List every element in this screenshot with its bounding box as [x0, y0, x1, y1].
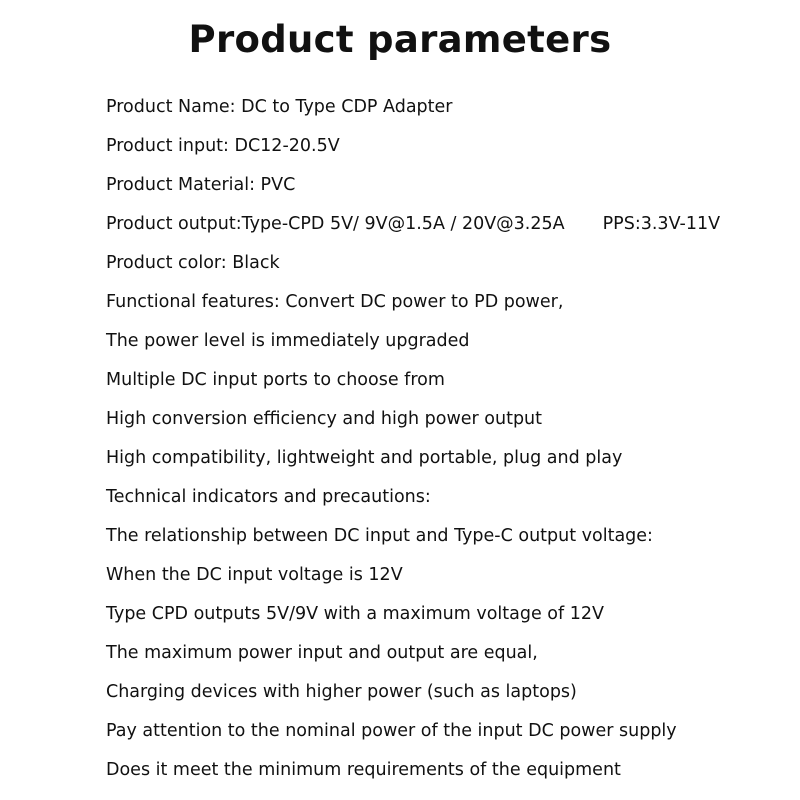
precaution-nominal-power: Pay attention to the nominal power of the input DC power supply: [106, 721, 677, 741]
param-product-input: Product input: DC12-20.5V: [106, 136, 340, 156]
feature-compatibility: High compatibility, lightweight and portable, plug and play: [106, 448, 623, 468]
feature-multiple-ports: Multiple DC input ports to choose from: [106, 370, 445, 390]
param-product-material: Product Material: PVC: [106, 175, 296, 195]
param-product-name: Product Name: DC to Type CDP Adapter: [106, 97, 453, 117]
precaution-minimum-requirements: Does it meet the minimum requirements of the equipment: [106, 760, 621, 780]
precaution-power-equal: The maximum power input and output are equal,: [106, 643, 538, 663]
feature-efficiency: High conversion efficiency and high power output: [106, 409, 543, 429]
precaution-type-c-output: Type CPD outputs 5V/9V with a maximum voltage of 12V: [106, 604, 604, 624]
param-functional-features: Functional features: Convert DC power to PD power,: [106, 292, 564, 312]
precaution-dc-input-12v: When the DC input voltage is 12V: [106, 565, 403, 585]
parameter-list: [106, 88, 786, 790]
technical-indicators-heading: Technical indicators and precautions:: [106, 487, 431, 507]
precaution-higher-power-devices: Charging devices with higher power (such as laptops): [106, 682, 577, 702]
param-product-output-text: Product output:Type-CPD 5V/ 9V@1.5A / 20V@3.25A: [106, 214, 565, 234]
feature-power-level: The power level is immediately upgraded: [106, 331, 470, 351]
page-title: Product parameters: [188, 18, 612, 61]
precaution-voltage-relationship: The relationship between DC input and Type-C output voltage:: [106, 526, 653, 546]
param-product-output-pps: PPS:3.3V-11V: [602, 214, 721, 234]
param-product-color: Product color: Black: [106, 253, 280, 273]
param-product-output: [106, 205, 786, 244]
